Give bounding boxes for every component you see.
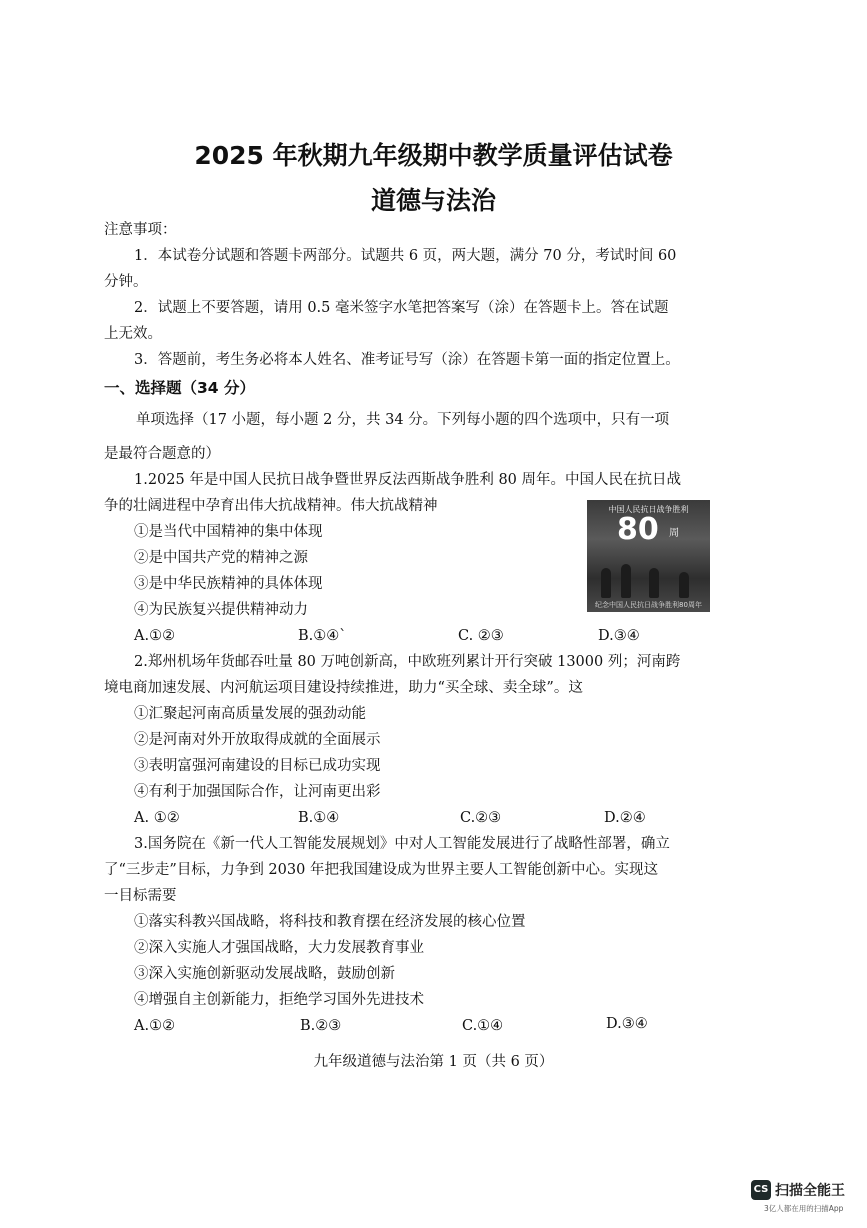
question-3-option-d: D.③④ bbox=[606, 1016, 648, 1032]
notice-line: 分钟。 bbox=[104, 274, 148, 290]
question-1-stem: 1.2025 年是中国人民抗日战争暨世界反法西斯战争胜利 80 周年。中国人民在抗日战 bbox=[134, 472, 682, 488]
question-2-option-b: B.①④ bbox=[298, 810, 340, 826]
soldier-figure bbox=[601, 568, 611, 598]
question-3-statement: ①落实科教兴国战略，将科技和教育摆在经济发展的核心位置 bbox=[134, 914, 526, 930]
section-instruction: 单项选择（17 小题，每小题 2 分，共 34 分。下列每小题的四个选项中，只有一项 bbox=[136, 412, 670, 428]
notice-line: 上无效。 bbox=[104, 326, 162, 342]
soldier-figure bbox=[679, 572, 689, 598]
notice-line: 1．本试卷分试题和答题卡两部分。试题共 6 页，两大题，满分 70 分，考试时间 60 bbox=[134, 248, 677, 264]
question-3-option-c: C.①④ bbox=[462, 1018, 504, 1034]
question-2-statement: ④有利于加强国际合作，让河南更出彩 bbox=[134, 784, 381, 800]
question-1-option-d: D.③④ bbox=[598, 628, 640, 644]
question-2-option-a: A. ①② bbox=[134, 810, 180, 826]
photo-banner-text: 中国人民抗日战争胜利 bbox=[608, 505, 689, 514]
notice-line: 2．试题上不要答题，请用 0.5 毫米签字水笔把答案写（涂）在答题卡上。答在试题 bbox=[134, 300, 669, 316]
question-3-statement: ③深入实施创新驱动发展战略，鼓励创新 bbox=[134, 966, 395, 982]
question-3-statement: ④增强自主创新能力，拒绝学习国外先进技术 bbox=[134, 992, 424, 1008]
question-1-statement: ④为民族复兴提供精神动力 bbox=[134, 602, 308, 618]
question-2-option-d: D.②④ bbox=[604, 810, 646, 826]
question-1-option-b: B.①④` bbox=[298, 628, 347, 644]
section-heading: 一、选择题（34 分） bbox=[104, 379, 255, 397]
question-2-statement: ③表明富强河南建设的目标已成功实现 bbox=[134, 758, 381, 774]
question-3-stem: 了“三步走”目标，力争到 2030 年把我国建设成为世界主要人工智能创新中心。实现这 bbox=[104, 862, 658, 878]
soldier-figure bbox=[649, 568, 659, 598]
question-3-stem: 一目标需要 bbox=[104, 888, 177, 904]
question-3-stem: 3.国务院在《新一代人工智能发展规划》中对人工智能发展进行了战略性部署，确立 bbox=[134, 836, 670, 852]
anniversary-photo bbox=[587, 500, 710, 612]
question-2-option-c: C.②③ bbox=[460, 810, 502, 826]
exam-title: 2025 年秋期九年级期中教学质量评估试卷 bbox=[194, 141, 673, 170]
question-1-statement: ②是中国共产党的精神之源 bbox=[134, 550, 308, 566]
question-3-option-b: B.②③ bbox=[300, 1018, 342, 1034]
photo-suffix: 周 bbox=[669, 528, 679, 539]
photo-bottom-text: 纪念中国人民抗日战争胜利80周年 bbox=[595, 601, 702, 609]
section-instruction: 是最符合题意的） bbox=[104, 446, 220, 462]
notice-line: 3．答题前，考生务必将本人姓名、准考证号写（涂）在答题卡第一面的指定位置上。 bbox=[134, 352, 680, 368]
question-2-statement: ①汇聚起河南高质量发展的强劲动能 bbox=[134, 706, 366, 722]
question-1-stem: 争的壮阔进程中孕育出伟大抗战精神。伟大抗战精神 bbox=[104, 498, 438, 514]
question-3-statement: ②深入实施人才强国战略，大力发展教育事业 bbox=[134, 940, 424, 956]
notice-heading: 注意事项： bbox=[104, 222, 177, 238]
subject-title: 道德与法治 bbox=[370, 186, 496, 215]
question-1-option-c: C. ②③ bbox=[458, 628, 504, 644]
question-1-option-a: A.①② bbox=[134, 628, 176, 644]
soldier-figure bbox=[621, 564, 631, 598]
question-2-stem: 2.郑州机场年货邮吞吐量 80 万吨创新高，中欧班列累计开行突破 13000 列；河南跨 bbox=[134, 654, 681, 670]
cs-logo-icon: CS bbox=[751, 1180, 771, 1200]
watermark-name: 扫描全能王 bbox=[775, 1183, 845, 1199]
question-1-statement: ③是中华民族精神的具体体现 bbox=[134, 576, 323, 592]
photo-number: 80 bbox=[617, 512, 659, 547]
question-2-statement: ②是河南对外开放取得成就的全面展示 bbox=[134, 732, 381, 748]
question-3-option-a: A.①② bbox=[134, 1018, 176, 1034]
question-2-stem: 境电商加速发展、内河航运项目建设持续推进，助力“买全球、卖全球”。这 bbox=[104, 680, 583, 696]
question-1-statement: ①是当代中国精神的集中体现 bbox=[134, 524, 323, 540]
watermark-tagline: 3亿人都在用的扫描App bbox=[764, 1204, 844, 1213]
page-footer: 九年级道德与法治第 1 页（共 6 页） bbox=[313, 1054, 554, 1070]
